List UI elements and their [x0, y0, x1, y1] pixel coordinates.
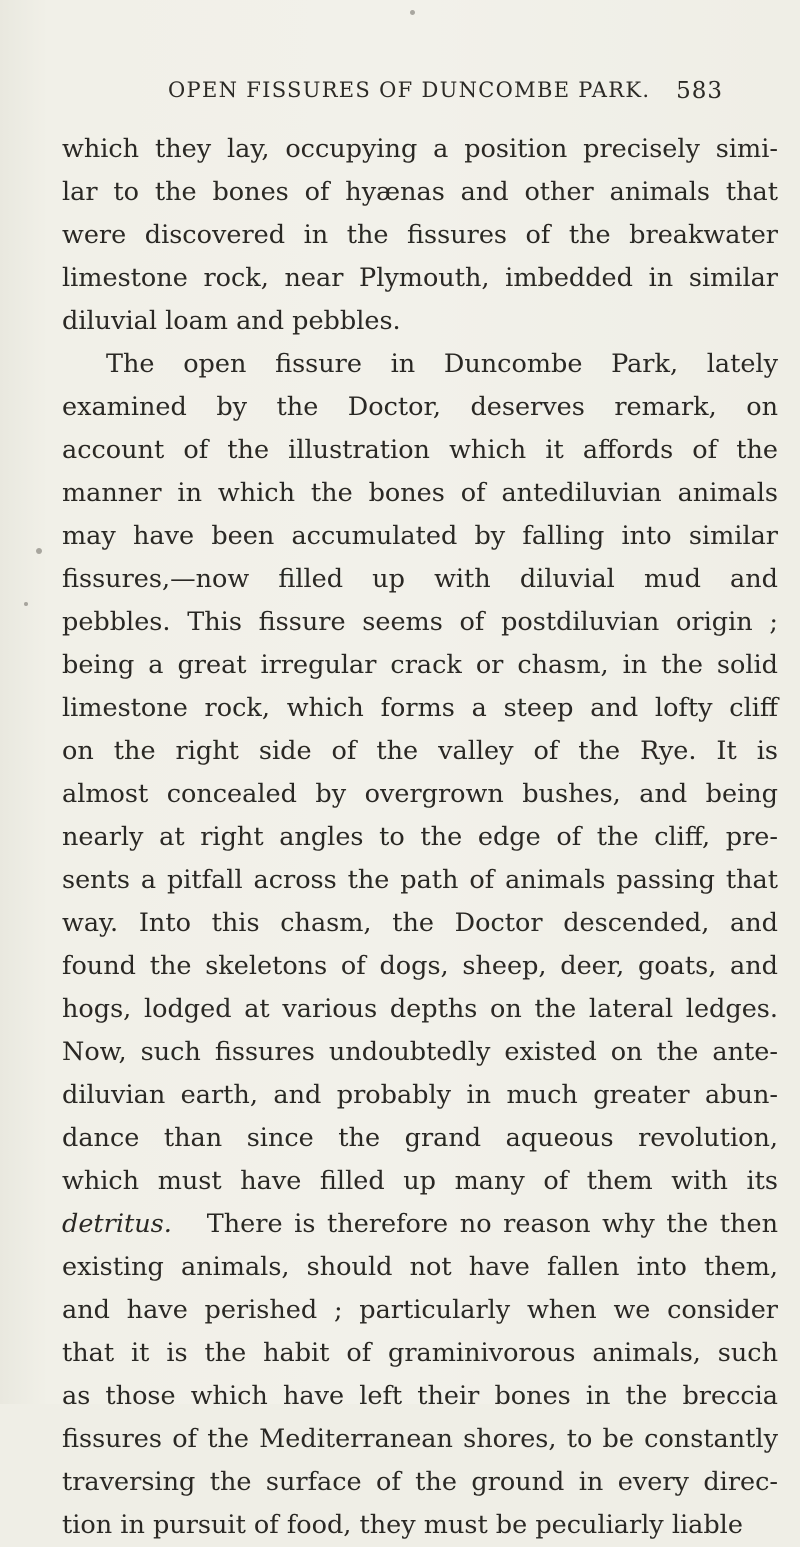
text-line: diluvial loam and pebbles. [62, 306, 401, 336]
text-line: existing animals, should not have fallen into them, [62, 1252, 778, 1282]
print-speck [410, 10, 415, 15]
text-line: sents a pitfall across the path of animals passing that [62, 865, 778, 895]
text-line: may have been accumulated by falling into similar [62, 521, 778, 551]
text-line: which must have filled up many of them with its [62, 1166, 778, 1196]
text-line: diluvian earth, and probably in much greater abun- [62, 1080, 778, 1110]
running-header [168, 78, 723, 112]
text-line: hogs, lodged at various depths on the lateral ledges. [62, 994, 778, 1024]
text-line: as those which have left their bones in the breccia [62, 1381, 778, 1411]
text-line: limestone rock, which forms a steep and lofty cliff [62, 693, 778, 723]
text-line-paragraph-start: The open fissure in Duncombe Park, lately [106, 349, 778, 379]
text-line: found the skeletons of dogs, sheep, deer, goats, and [62, 951, 778, 981]
text-line: which they lay, occupying a position precisely simi- [62, 134, 778, 164]
running-title: OPEN FISSURES OF DUNCOMBE PARK. [168, 78, 651, 102]
text-line: manner in which the bones of antediluvian animals [62, 478, 778, 508]
text-line: tion in pursuit of food, they must be peculiarly liable [62, 1510, 743, 1540]
text-line: dance than since the grand aqueous revolution, [62, 1123, 778, 1153]
text-line: pebbles. This fissure seems of postdiluvian origin ; [62, 607, 778, 637]
text-line: Now, such fissures undoubtedly existed on the ante- [62, 1037, 778, 1067]
text-line: traversing the surface of the ground in every direc- [62, 1467, 778, 1497]
text-line: were discovered in the fissures of the breakwater [62, 220, 778, 250]
text-line: and have perished ; particularly when we consider [62, 1295, 778, 1325]
text-line: fissures,—now filled up with diluvial mud and [62, 564, 778, 594]
italic-word: detritus. [62, 1209, 172, 1239]
text-line: limestone rock, near Plymouth, imbedded in similar [62, 263, 778, 293]
print-speck [36, 548, 42, 554]
text-line: nearly at right angles to the edge of the cliff, pre- [62, 822, 778, 852]
text-fragment: There is therefore no reason why the then [206, 1209, 778, 1239]
page-number: 583 [676, 78, 723, 104]
text-line: that it is the habit of graminivorous animals, such [62, 1338, 778, 1368]
body-text [62, 128, 778, 1547]
text-line: lar to the bones of hyænas and other animals that [62, 177, 778, 207]
print-speck [24, 602, 28, 606]
text-line: way. Into this chasm, the Doctor descended, and [62, 908, 778, 938]
text-line: examined by the Doctor, deserves remark, on [62, 392, 778, 422]
text-line: on the right side of the valley of the Rye. It is [62, 736, 778, 766]
text-line-mixed [62, 1203, 778, 1246]
text-line: fissures of the Mediterranean shores, to be constantly [62, 1424, 778, 1454]
text-line: account of the illustration which it affords of the [62, 435, 778, 465]
text-line: almost concealed by overgrown bushes, and being [62, 779, 778, 809]
text-line: being a great irregular crack or chasm, in the solid [62, 650, 778, 680]
